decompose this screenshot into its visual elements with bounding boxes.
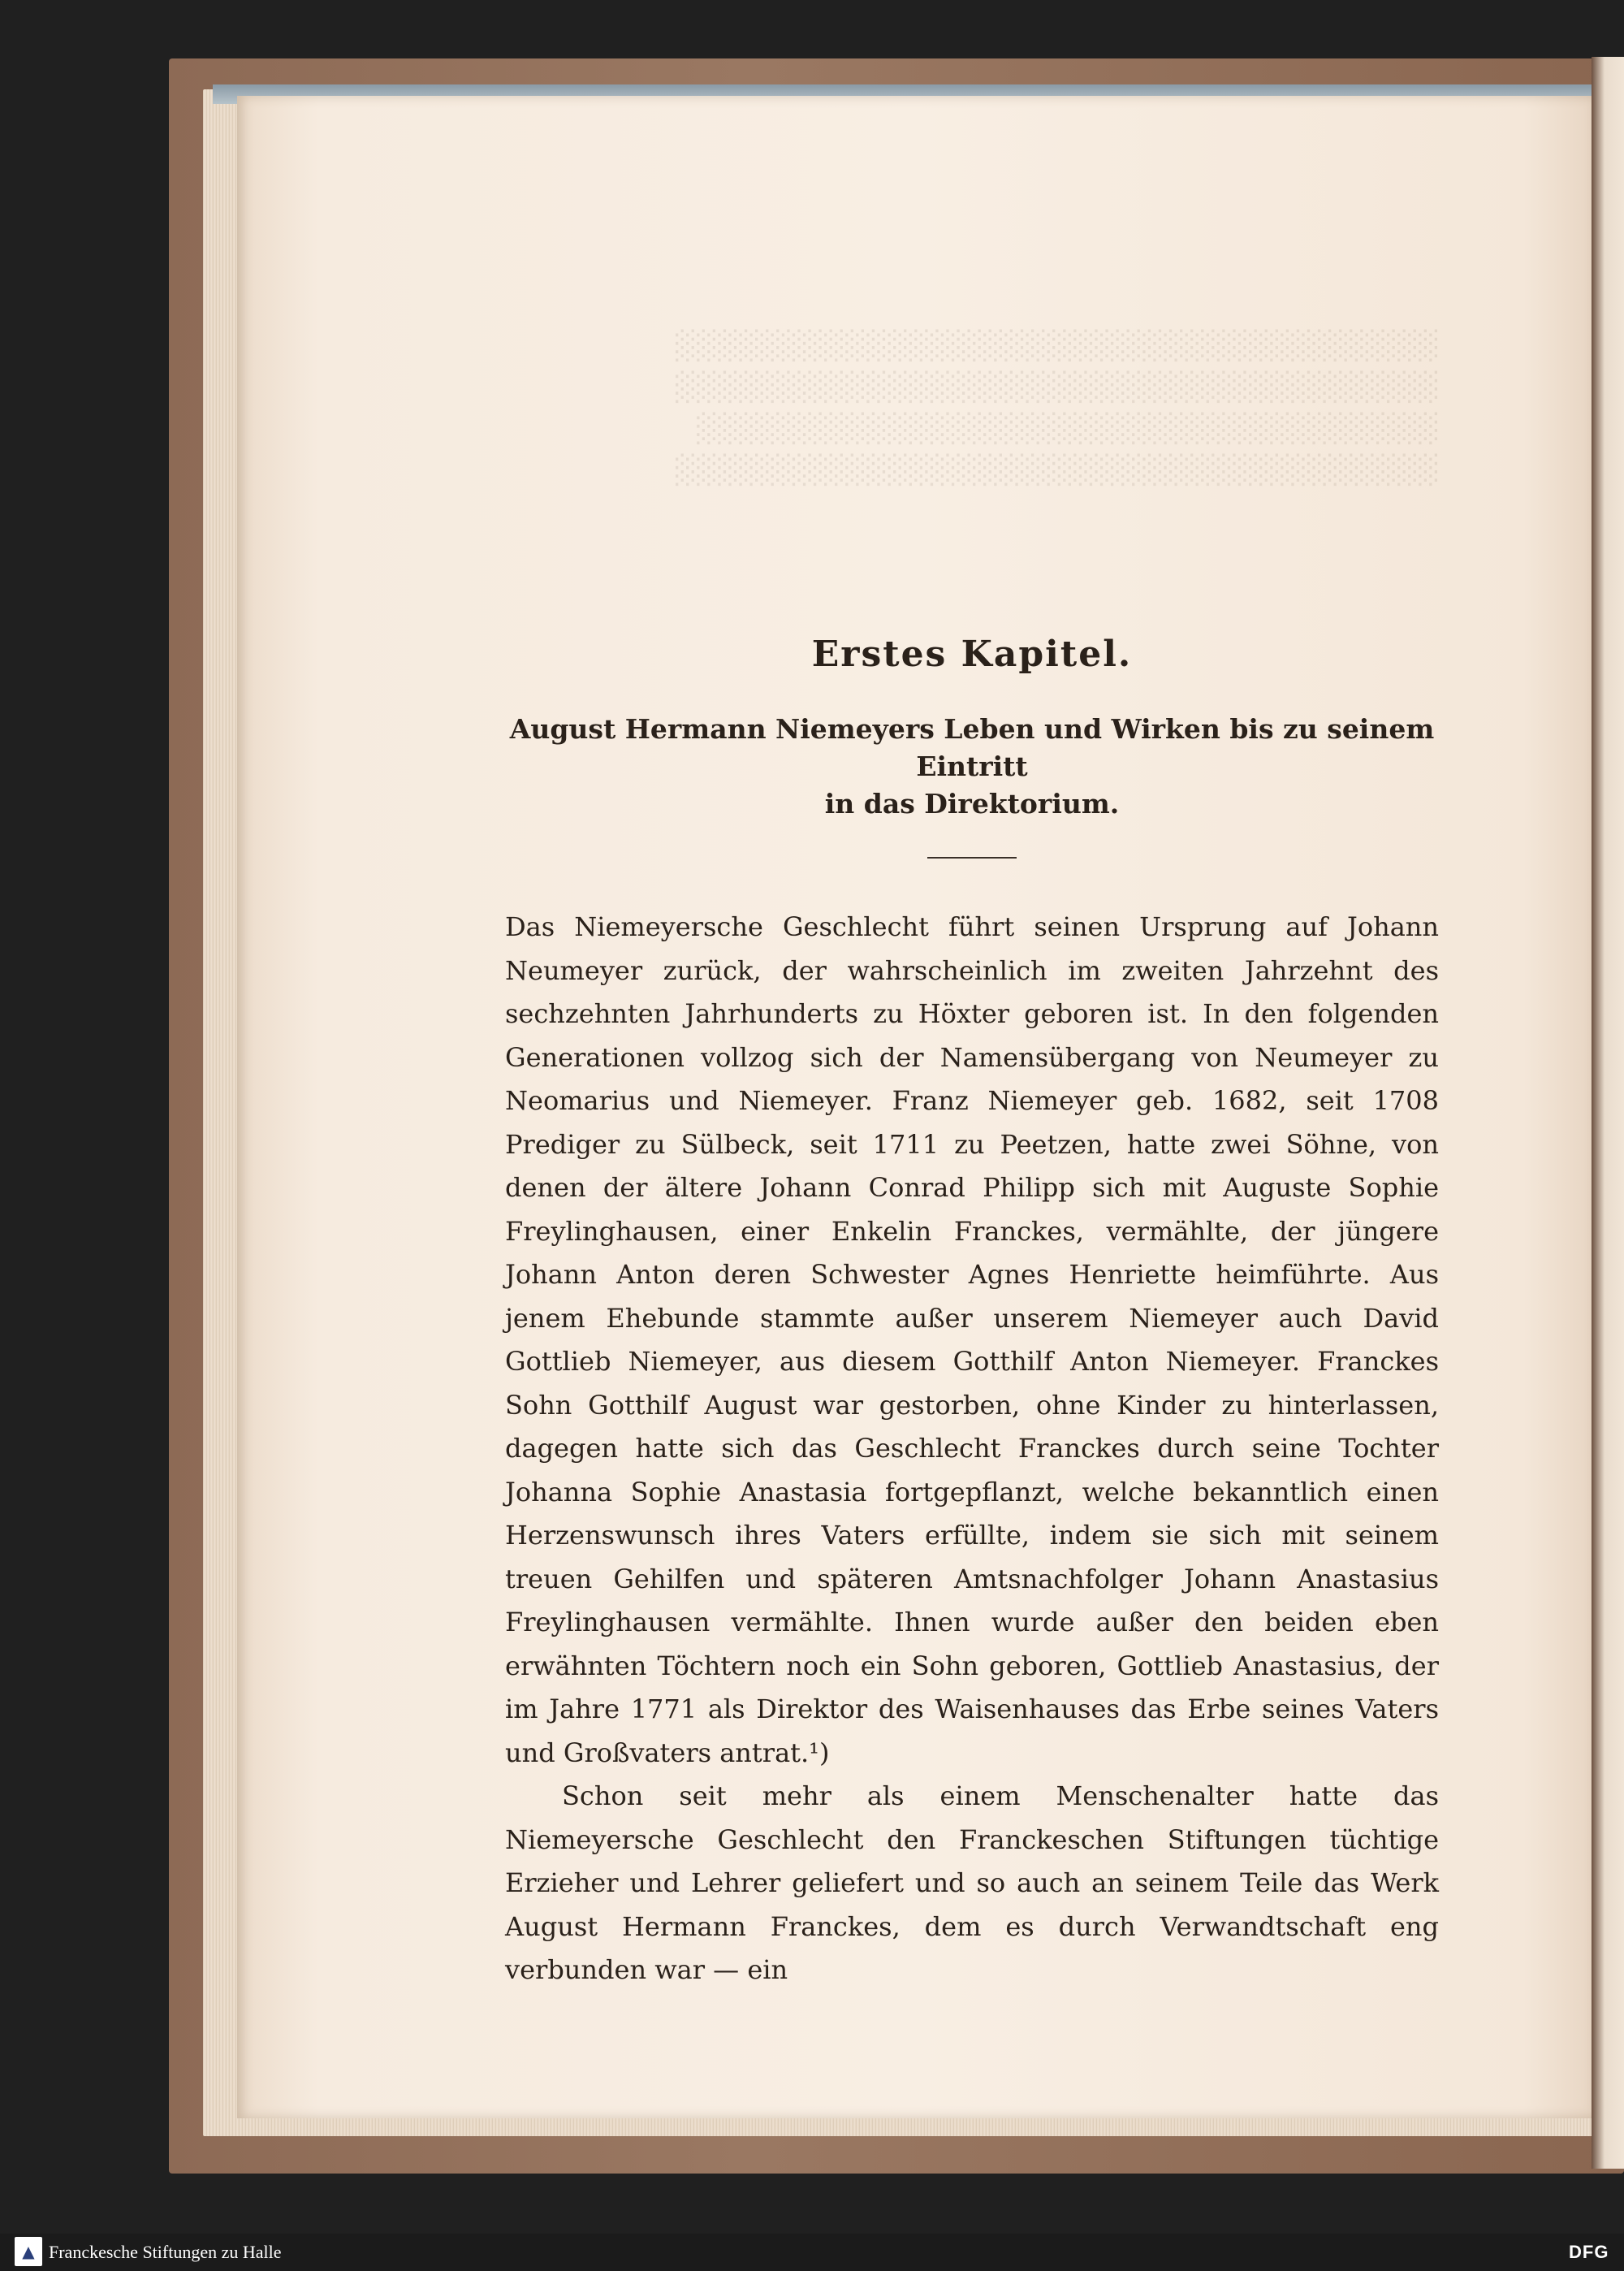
paragraph-1: Das Niemeyersche Geschlecht führt seinen Ursprung auf Johann Neumeyer zurück, der wahrscheinlich im zweiten Jahrzehnt des sechzehnten Jahrhunderts zu Höxter geboren ist. In den folgenden Generationen vollzog sich der Namensübergang von Neumeyer zu Neomarius und Niemeyer. Franz Niemeyer geb. 1682, seit 1708 Prediger zu Sülbeck, seit 1711 zu Peetzen, hatte zwei Söhne, von denen der ältere Johann Conrad Philipp sich mit Auguste Sophie Freylinghausen, einer Enkelin Franckes, vermählte, der jüngere Johann Anton deren Schwester Agnes Henriette heimführte. Aus jenem Ehebunde stammte außer unserem Niemeyer auch David Gottlieb Niemeyer, aus diesem Gotthilf Anton Niemeyer. Franckes Sohn Gotthilf August war gestorben, ohne Kinder zu hinterlassen, dagegen hatte sich das Geschlecht Franckes durch seine Tochter Johanna Sophie Anastasia fortgepflanzt, welche bekanntlich einen Herzenswunsch ihres Vaters erfüllte, indem sie sich mit seinem treuen Gehilfen und späteren Amtsnachfolger Johann Anastasius Freylinghausen vermählte. Ihnen wurde außer den beiden eben erwähnten Töchtern noch ein Sohn geboren, Gottlieb Anastasius, der im Jahre 1771 als Direktor des Waisenhauses das Erbe seines Vaters und Großvaters antrat.¹) (505, 911, 1439, 1768)
logo-mark-icon: ▲ (22, 2242, 35, 2261)
bleed-through-text: ░░░░░░░░░░░░░░░░░░░░░░░░░░░░░░░░░░░░ ░░░░░░░░░░░░░░░░░░░░░░░░░░░░░░░░░░░░ ░░░░░░░░░░░░░░░░░░░░░░░░░░░░░░░░░░░ ░░░░░░░░░░░░░░░░░░░░░░░░░░░░░░░░░░░░ (672, 330, 1437, 487)
chapter-subtitle-line-1: August Hermann Niemeyers Leben und Wirken bis zu seinem Eintritt (509, 713, 1435, 782)
dfg-logo: DFG (1569, 2242, 1609, 2262)
institution-logo-icon[interactable] (15, 2237, 42, 2266)
page-content (505, 634, 1439, 1992)
institution-name[interactable]: Franckesche Stiftungen zu Halle (49, 2242, 282, 2262)
facing-page-edge (1592, 57, 1624, 2169)
paragraph-2: Schon seit mehr als einem Menschenalter hatte das Niemeyersche Geschlecht den Franckeschen Stiftungen tüchtige Erzieher und Lehrer geliefert und so auch an seinem Teile das Werk August Hermann Franckes, dem es durch Verwandtschaft eng verbunden war — ein (505, 1780, 1439, 1985)
section-divider (927, 857, 1017, 859)
chapter-title: Erstes Kapitel. (811, 634, 1133, 675)
chapter-subtitle-line-2: in das Direktorium. (824, 788, 1120, 820)
